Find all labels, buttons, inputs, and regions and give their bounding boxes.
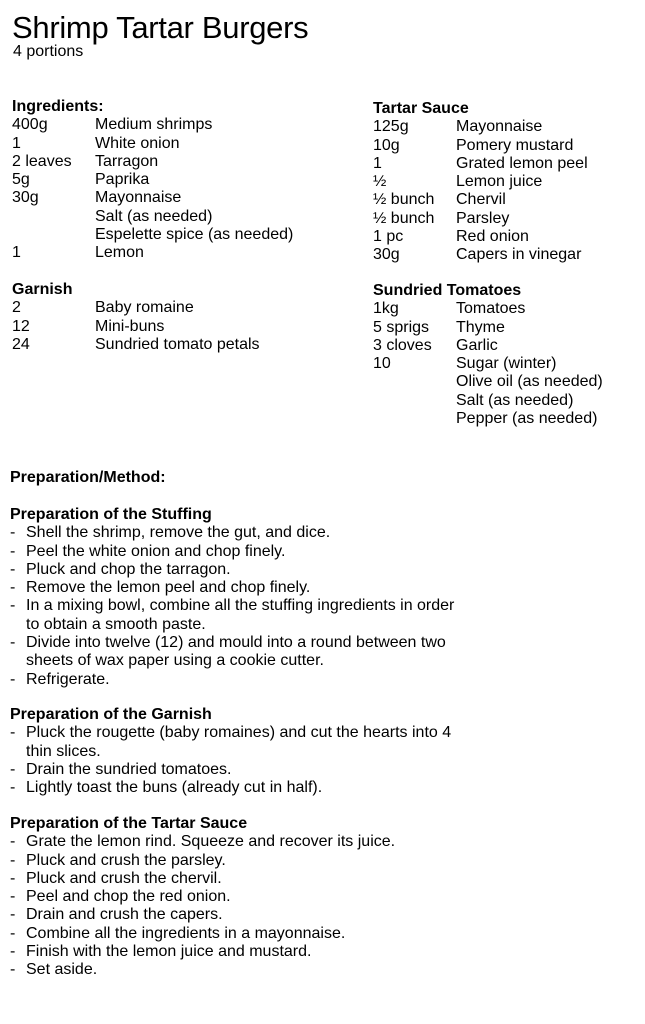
stuffing-step: - Peel the white onion and chop finely.	[10, 543, 460, 561]
ingredient-qty: 400g	[12, 116, 48, 134]
sundried-tomatoes-heading: Sundried Tomatoes	[373, 282, 522, 299]
ingredient-name: Salt (as needed)	[456, 391, 574, 409]
tartar-step: - Finish with the lemon juice and mustard.	[10, 943, 480, 961]
stuffing-step: - Shell the shrimp, remove the gut, and dice.	[10, 524, 460, 542]
ingredient-qty: 12	[12, 317, 30, 335]
stuffing-step: - Remove the lemon peel and chop finely.	[10, 579, 460, 597]
tartar-step: - Set aside.	[10, 961, 480, 979]
ingredient-name: Sundried tomato petals	[95, 335, 260, 353]
ingredient-qty	[12, 226, 95, 244]
ingredient-name: Pomery mustard	[456, 136, 574, 154]
ingredient-row	[12, 208, 342, 226]
ingredient-qty	[373, 373, 456, 391]
ingredient-name: Tomatoes	[456, 300, 526, 318]
ingredient-row	[12, 135, 342, 153]
ingredient-qty: 10	[373, 355, 391, 373]
tartar-sauce-row	[373, 210, 633, 228]
tartar-step: - Peel and chop the red onion.	[10, 888, 480, 906]
tartar-prep-section	[10, 815, 610, 980]
ingredient-name: Garlic	[456, 336, 498, 354]
ingredient-qty: 3 cloves	[373, 336, 432, 354]
garnish-heading: Garnish	[12, 281, 73, 298]
ingredient-row	[12, 116, 342, 134]
garnish-step: - Lightly toast the buns (already cut in half).	[10, 779, 480, 797]
tartar-sauce-row	[373, 155, 633, 173]
ingredient-name: Thyme	[456, 318, 505, 336]
stuffing-prep-section	[10, 506, 610, 689]
ingredient-name: Grated lemon peel	[456, 154, 588, 172]
ingredient-name: Sugar (winter)	[456, 355, 557, 373]
ingredient-qty: 30g	[373, 246, 400, 264]
ingredient-name: White onion	[95, 134, 180, 152]
tartar-sauce-row	[373, 246, 633, 264]
ingredient-row	[12, 226, 342, 244]
ingredient-qty: 2	[12, 299, 21, 317]
ingredient-name: Lemon juice	[456, 173, 543, 191]
garnish-row	[12, 336, 342, 354]
ingredient-name: Espelette spice (as needed)	[95, 226, 294, 244]
recipe-title: Shrimp Tartar Burgers	[12, 10, 309, 45]
ingredient-name: Capers in vinegar	[456, 246, 582, 264]
method-heading: Preparation/Method:	[10, 469, 166, 486]
ingredient-qty: ½	[373, 173, 387, 191]
ingredient-qty: 1kg	[373, 300, 399, 318]
garnish-prep-heading: Preparation of the Garnish	[10, 706, 212, 723]
ingredient-qty: 2 leaves	[12, 152, 72, 170]
garnish-step: - Pluck the rougette (baby romaines) and cut the hearts into 4 thin slices.	[10, 724, 480, 761]
tartar-sauce-heading: Tartar Sauce	[373, 100, 469, 117]
ingredient-qty	[373, 410, 456, 428]
tartar-step: - Pluck and crush the parsley.	[10, 852, 480, 870]
ingredient-name: Mini-buns	[95, 317, 165, 335]
ingredient-name: Paprika	[95, 171, 150, 189]
tartar-step: - Combine all the ingredients in a mayonnaise.	[10, 925, 480, 943]
tartar-prep-heading: Preparation of the Tartar Sauce	[10, 815, 248, 832]
ingredient-name: Parsley	[456, 209, 510, 227]
ingredient-name: Olive oil (as needed)	[456, 373, 603, 391]
ingredient-row	[12, 153, 342, 171]
method-heading-block	[10, 469, 610, 487]
portions-label: 4 portions	[13, 43, 84, 60]
ingredient-name: Mayonnaise	[95, 189, 182, 207]
tartar-sauce-row	[373, 173, 633, 191]
ingredient-qty: 5 sprigs	[373, 318, 430, 336]
tartar-step: - Drain and crush the capers.	[10, 906, 480, 924]
garnish-prep-section	[10, 706, 610, 797]
ingredient-qty	[12, 208, 95, 226]
tartar-sauce-section	[373, 100, 633, 265]
ingredient-name: Salt (as needed)	[95, 207, 213, 225]
ingredient-qty	[373, 392, 456, 410]
ingredient-name: Pepper (as needed)	[456, 410, 598, 428]
ingredient-qty: ½ bunch	[373, 209, 435, 227]
ingredient-qty: 1 pc	[373, 228, 404, 246]
garnish-section	[12, 281, 342, 354]
stuffing-step: - Pluck and chop the tarragon.	[10, 561, 460, 579]
ingredient-row	[12, 171, 342, 189]
sundried-tomatoes-row	[373, 392, 633, 410]
ingredient-name: Red onion	[456, 228, 529, 246]
stuffing-prep-heading: Preparation of the Stuffing	[10, 506, 212, 523]
ingredient-qty: 30g	[12, 189, 39, 207]
sundried-tomatoes-row	[373, 355, 633, 373]
ingredient-name: Mayonnaise	[456, 118, 543, 136]
tartar-step: - Pluck and crush the chervil.	[10, 870, 480, 888]
tartar-sauce-row	[373, 118, 633, 136]
ingredients-section	[12, 98, 342, 263]
sundried-tomatoes-row	[373, 373, 633, 391]
ingredient-name: Chervil	[456, 191, 506, 209]
ingredient-name: Medium shrimps	[95, 116, 213, 134]
ingredient-name: Baby romaine	[95, 299, 194, 317]
ingredient-qty: 1	[373, 154, 382, 172]
tartar-step: - Grate the lemon rind. Squeeze and recover its juice.	[10, 833, 480, 851]
sundried-tomatoes-row	[373, 337, 633, 355]
ingredient-qty: ½ bunch	[373, 191, 435, 209]
ingredient-qty: 10g	[373, 136, 400, 154]
stuffing-step: - Refrigerate.	[10, 671, 460, 689]
ingredient-row	[12, 244, 342, 262]
tartar-sauce-row	[373, 137, 633, 155]
garnish-row	[12, 318, 342, 336]
ingredients-heading: Ingredients:	[12, 98, 104, 115]
ingredient-qty: 5g	[12, 171, 30, 189]
sundried-tomatoes-row	[373, 319, 633, 337]
ingredient-name: Lemon	[95, 244, 144, 262]
stuffing-step: - In a mixing bowl, combine all the stuffing ingredients in order to obtain a smooth paste.	[10, 597, 460, 634]
sundried-tomatoes-row	[373, 410, 633, 428]
stuffing-step: - Divide into twelve (12) and mould into a round between two sheets of wax paper using a cookie cutter.	[10, 634, 460, 671]
sundried-tomatoes-row	[373, 300, 633, 318]
sundried-tomatoes-section	[373, 282, 633, 428]
ingredient-qty: 1	[12, 244, 21, 262]
ingredient-name: Tarragon	[95, 152, 159, 170]
ingredient-qty: 1	[12, 134, 21, 152]
garnish-step: - Drain the sundried tomatoes.	[10, 761, 480, 779]
ingredient-qty: 125g	[373, 118, 409, 136]
tartar-sauce-row	[373, 228, 633, 246]
ingredient-qty: 24	[12, 335, 30, 353]
tartar-sauce-row	[373, 191, 633, 209]
garnish-row	[12, 299, 342, 317]
ingredient-row	[12, 189, 342, 207]
